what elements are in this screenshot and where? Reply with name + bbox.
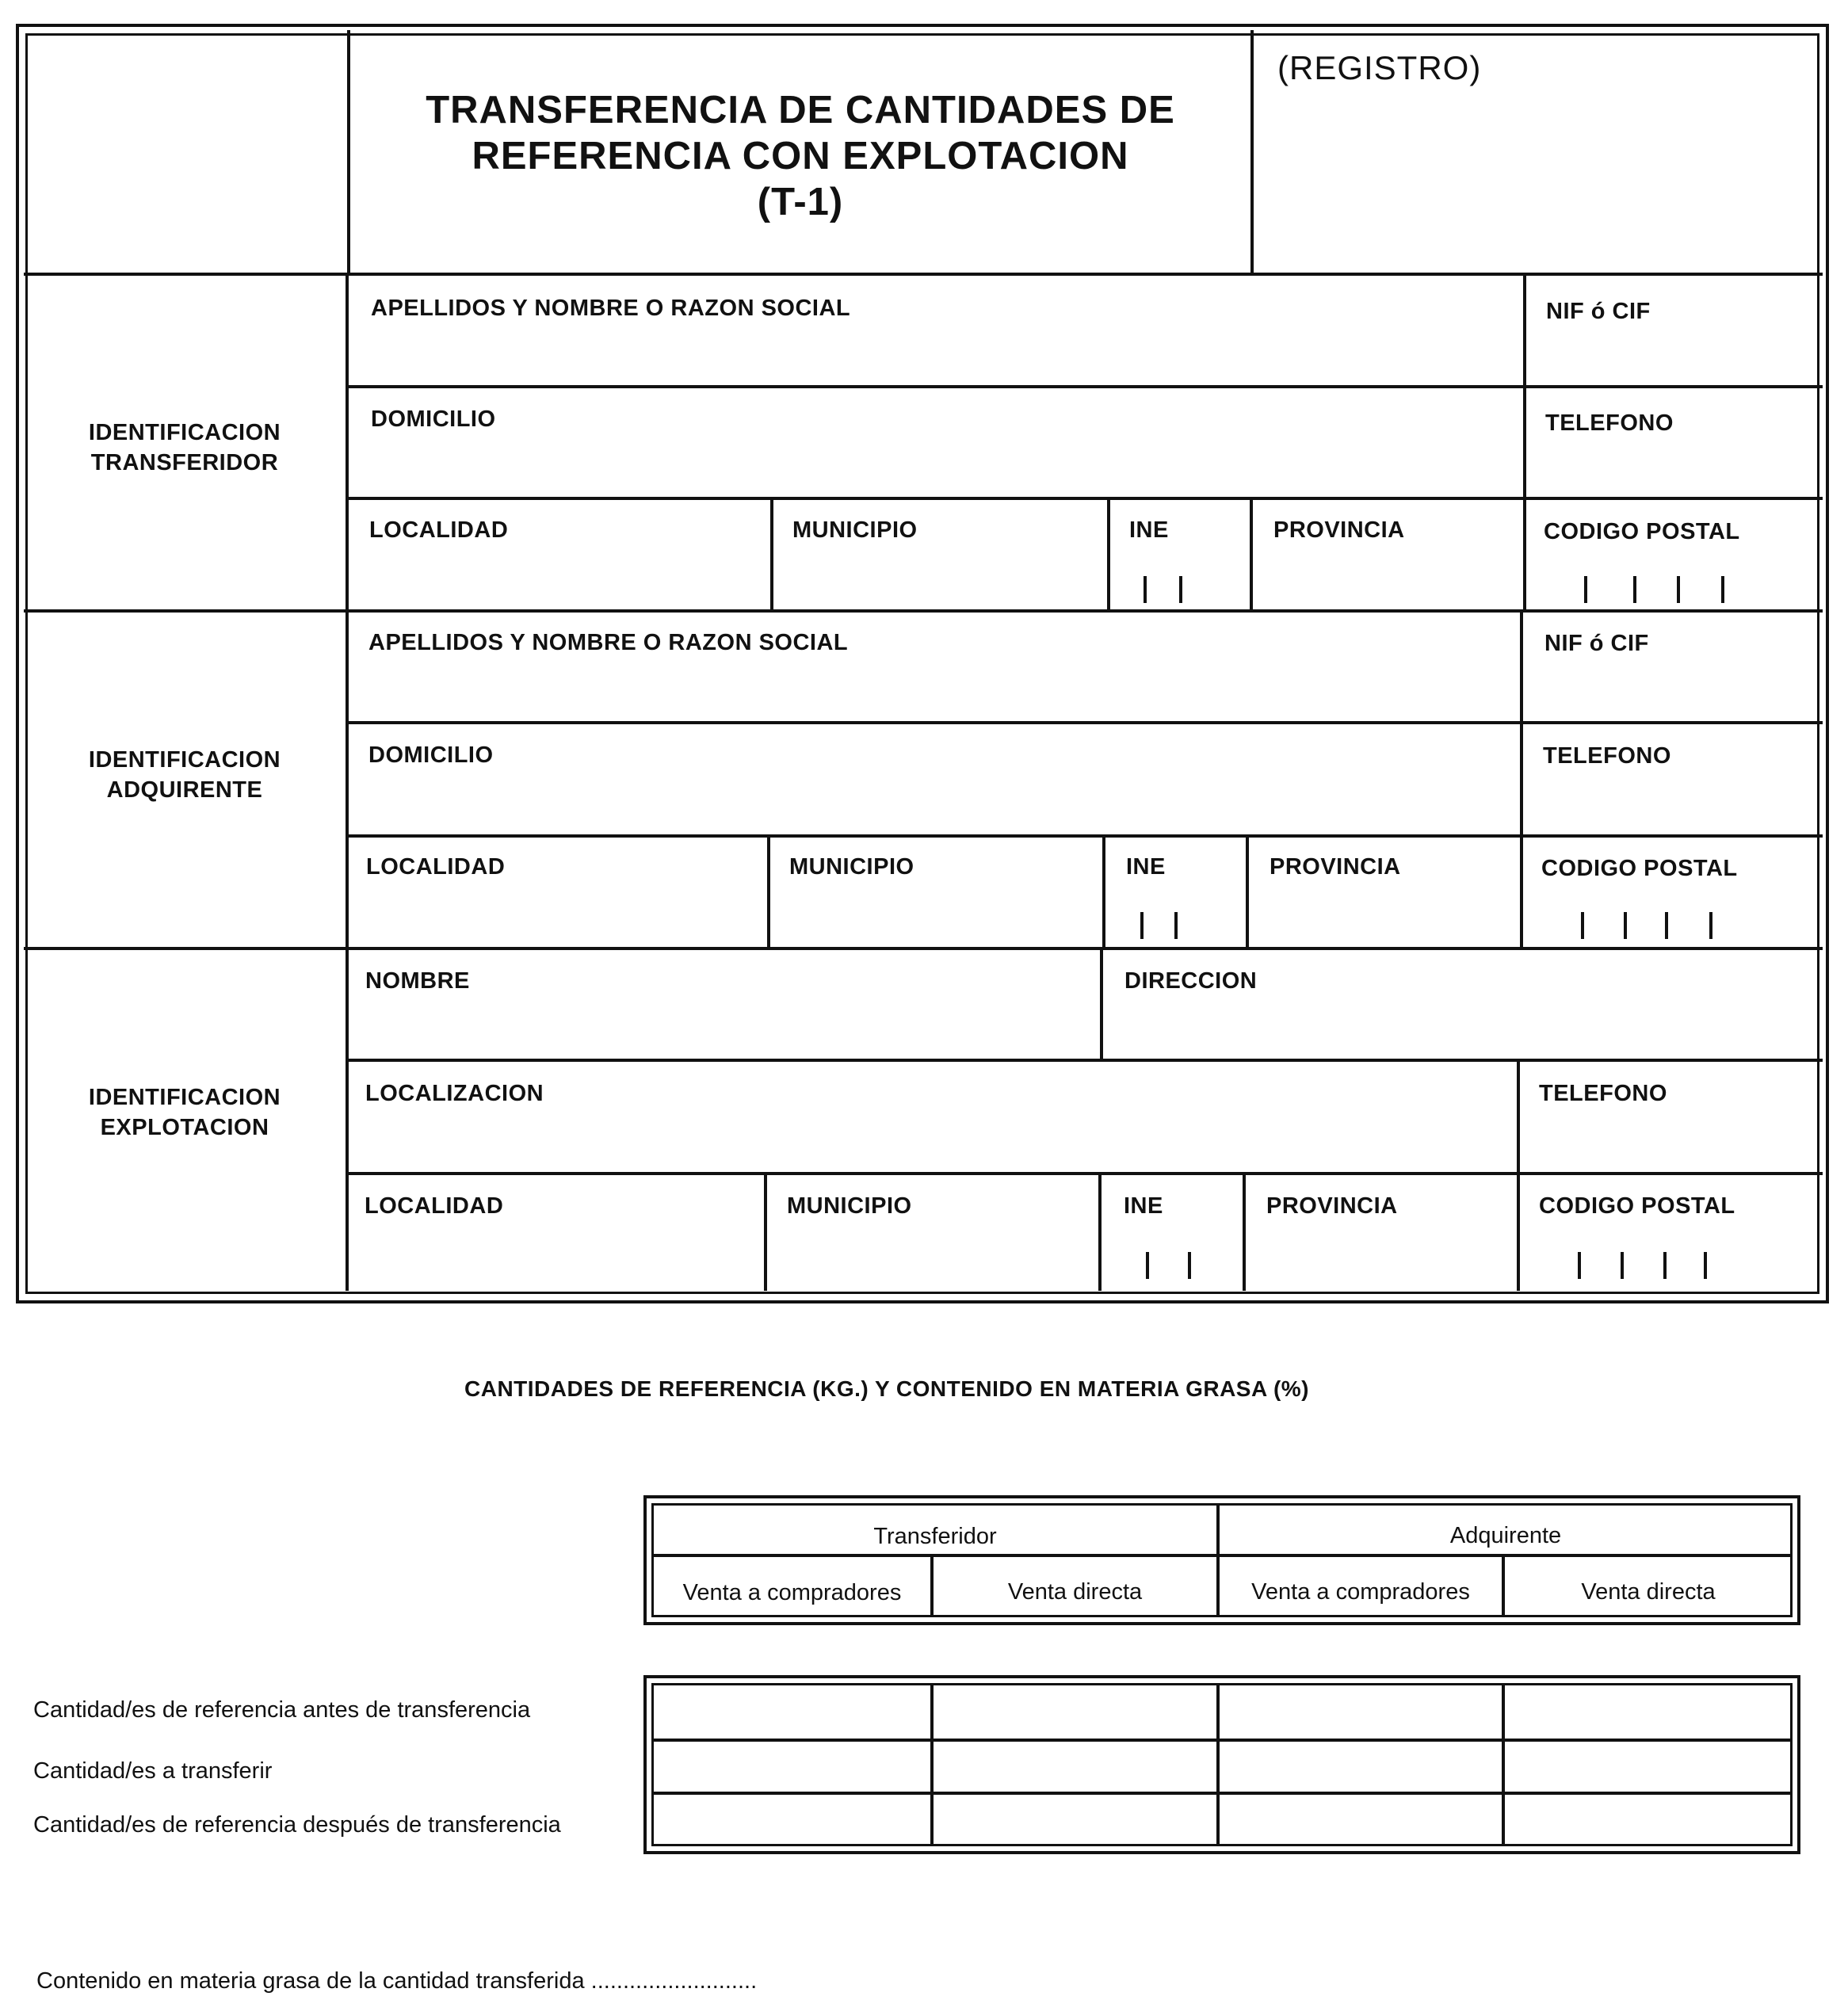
header-transferidor-venta-directa: Venta directa: [1007, 1579, 1143, 1605]
adquirente-ine-tick: [1140, 912, 1144, 939]
transferidor-domicilio-label: DOMICILIO: [371, 406, 496, 432]
explotacion-municipio-field[interactable]: [769, 1228, 1097, 1289]
cantidades-heading: CANTIDADES DE REFERENCIA (KG.) Y CONTENIDO EN MATERIA GRASA (%): [464, 1376, 1309, 1401]
form-title-line-3: (T-1): [757, 181, 844, 223]
registro-label: (REGISTRO): [1277, 49, 1482, 86]
explotacion-telefono-label: TELEFONO: [1539, 1081, 1667, 1106]
explotacion-nombre-label: NOMBRE: [365, 968, 470, 994]
adquirente-localidad-label: LOCALIDAD: [366, 854, 506, 880]
cell-antes-adquirente-directa[interactable]: [1505, 1685, 1792, 1739]
transferidor-provincia-label: PROVINCIA: [1273, 517, 1405, 543]
explotacion-localidad-field[interactable]: [350, 1228, 762, 1289]
explotacion-cp-label: CODIGO POSTAL: [1539, 1193, 1735, 1219]
adquirente-name-label: APELLIDOS Y NOMBRE O RAZON SOCIAL: [368, 630, 849, 655]
transferidor-ine-tick: [1179, 576, 1182, 603]
transferidor-name-label: APELLIDOS Y NOMBRE O RAZON SOCIAL: [371, 296, 851, 321]
explotacion-provincia-field[interactable]: [1247, 1228, 1515, 1289]
adquirente-cp-field[interactable]: [1525, 887, 1821, 945]
explotacion-direccion-field[interactable]: [1105, 1003, 1821, 1057]
explotacion-localizacion-field[interactable]: [350, 1116, 1515, 1170]
header-divider-right: [1250, 30, 1254, 276]
explotacion-cp-tick: [1578, 1252, 1581, 1279]
cell-despues-transferidor-directa[interactable]: [934, 1795, 1216, 1845]
adquirente-domicilio-label: DOMICILIO: [368, 742, 494, 768]
header-transferidor: Transferidor: [873, 1524, 997, 1549]
form-title: [350, 87, 1250, 225]
section-column-divider: [346, 273, 349, 1291]
transferidor-cp-tick: [1677, 576, 1680, 603]
explotacion-localidad-label: LOCALIDAD: [365, 1193, 504, 1219]
header-bottom-line: [24, 273, 1823, 276]
explotacion-cp-tick: [1704, 1252, 1707, 1279]
adquirente-cp-tick: [1624, 912, 1627, 939]
transferidor-name-field[interactable]: [350, 331, 1522, 384]
adquirente-name-field[interactable]: [350, 666, 1518, 719]
transferidor-localidad-label: LOCALIDAD: [369, 517, 509, 543]
adquirente-cp-tick: [1709, 912, 1712, 939]
explotacion-ine-tick: [1188, 1252, 1191, 1279]
adquirente-cp-tick: [1581, 912, 1584, 939]
header-transferidor-venta-compradores: Venta a compradores: [682, 1580, 902, 1605]
explotacion-municipio-label: MUNICIPIO: [787, 1193, 912, 1219]
header-adquirente-venta-directa: Venta directa: [1581, 1579, 1716, 1605]
form-title-line-2: REFERENCIA CON EXPLOTACION: [472, 135, 1129, 177]
adquirente-cp-label: CODIGO POSTAL: [1541, 856, 1738, 881]
adquirente-municipio-field[interactable]: [772, 887, 1101, 945]
adquirente-nif-field[interactable]: [1525, 666, 1821, 719]
cell-transferir-transferidor-compradores[interactable]: [654, 1742, 930, 1792]
section-separator-1: [24, 609, 1823, 613]
adquirente-municipio-label: MUNICIPIO: [789, 854, 914, 880]
cell-transferir-transferidor-directa[interactable]: [934, 1742, 1216, 1792]
materia-grasa-text: Contenido en materia grasa de la cantidad transferida ..........................: [36, 1968, 758, 1994]
transferidor-telefono-field[interactable]: [1528, 444, 1821, 495]
transferidor-ine-tick: [1144, 576, 1147, 603]
explotacion-cp-tick: [1663, 1252, 1667, 1279]
transferidor-cp-tick: [1721, 576, 1724, 603]
materia-grasa-field[interactable]: [630, 1964, 812, 1995]
explotacion-ine-label: INE: [1124, 1193, 1163, 1219]
section-separator-2: [24, 947, 1823, 950]
transferidor-domicilio-field[interactable]: [350, 441, 1522, 495]
adquirente-ine-tick: [1174, 912, 1178, 939]
transferidor-provincia-field[interactable]: [1254, 552, 1522, 608]
adquirente-provincia-label: PROVINCIA: [1270, 854, 1401, 880]
transferidor-municipio-field[interactable]: [775, 552, 1105, 608]
header-adquirente-venta-compradores: Venta a compradores: [1251, 1579, 1470, 1605]
cell-despues-adquirente-directa[interactable]: [1505, 1795, 1792, 1845]
form-title-line-1: TRANSFERENCIA DE CANTIDADES DE: [426, 89, 1175, 132]
explotacion-cp-field[interactable]: [1522, 1228, 1821, 1289]
section-label-explotacion: IDENTIFICACION EXPLOTACION: [88, 1085, 281, 1140]
explotacion-localizacion-label: LOCALIZACION: [365, 1081, 544, 1106]
adquirente-domicilio-field[interactable]: [350, 777, 1518, 833]
cell-antes-transferidor-directa[interactable]: [934, 1685, 1216, 1739]
transferidor-telefono-label: TELEFONO: [1545, 410, 1674, 436]
explotacion-provincia-label: PROVINCIA: [1266, 1193, 1398, 1219]
explotacion-telefono-field[interactable]: [1522, 1116, 1821, 1170]
section-label-transferidor: IDENTIFICACION TRANSFERIDOR: [88, 420, 281, 475]
transferidor-cp-field[interactable]: [1528, 552, 1821, 608]
transferidor-nif-field[interactable]: [1528, 333, 1821, 384]
row-label-despues: Cantidad/es de referencia después de transferencia: [33, 1812, 561, 1838]
adquirente-ine-label: INE: [1126, 854, 1166, 880]
transferidor-municipio-label: MUNICIPIO: [792, 517, 918, 543]
adquirente-provincia-field[interactable]: [1250, 887, 1518, 945]
cell-antes-transferidor-compradores[interactable]: [654, 1685, 930, 1739]
transferidor-cp-tick: [1584, 576, 1587, 603]
transferidor-ine-label: INE: [1129, 517, 1169, 543]
cell-transferir-adquirente-directa[interactable]: [1505, 1742, 1792, 1792]
adquirente-telefono-label: TELEFONO: [1543, 743, 1671, 769]
explotacion-direccion-label: DIRECCION: [1124, 968, 1258, 994]
adquirente-localidad-field[interactable]: [350, 887, 766, 945]
adquirente-nif-label: NIF ó CIF: [1544, 631, 1649, 656]
explotacion-cp-tick: [1621, 1252, 1624, 1279]
transferidor-nif-label: NIF ó CIF: [1546, 299, 1651, 324]
transferidor-localidad-field[interactable]: [350, 552, 769, 608]
cell-antes-adquirente-compradores[interactable]: [1220, 1685, 1502, 1739]
cell-despues-adquirente-compradores[interactable]: [1220, 1795, 1502, 1845]
cell-transferir-adquirente-compradores[interactable]: [1220, 1742, 1502, 1792]
section-label-adquirente: IDENTIFICACION ADQUIRENTE: [88, 747, 281, 803]
explotacion-nombre-field[interactable]: [350, 1003, 1098, 1057]
row-label-antes: Cantidad/es de referencia antes de transferencia: [33, 1697, 531, 1723]
explotacion-ine-tick: [1146, 1252, 1149, 1279]
row-label-transferir: Cantidad/es a transferir: [33, 1758, 273, 1784]
adquirente-telefono-field[interactable]: [1525, 777, 1821, 833]
transferidor-cp-label: CODIGO POSTAL: [1544, 519, 1740, 544]
cell-despues-transferidor-compradores[interactable]: [654, 1795, 930, 1845]
header-adquirente: Adquirente: [1449, 1523, 1562, 1548]
explotacion-ine-field[interactable]: [1103, 1228, 1241, 1289]
adquirente-cp-tick: [1665, 912, 1668, 939]
transferidor-cp-tick: [1633, 576, 1636, 603]
